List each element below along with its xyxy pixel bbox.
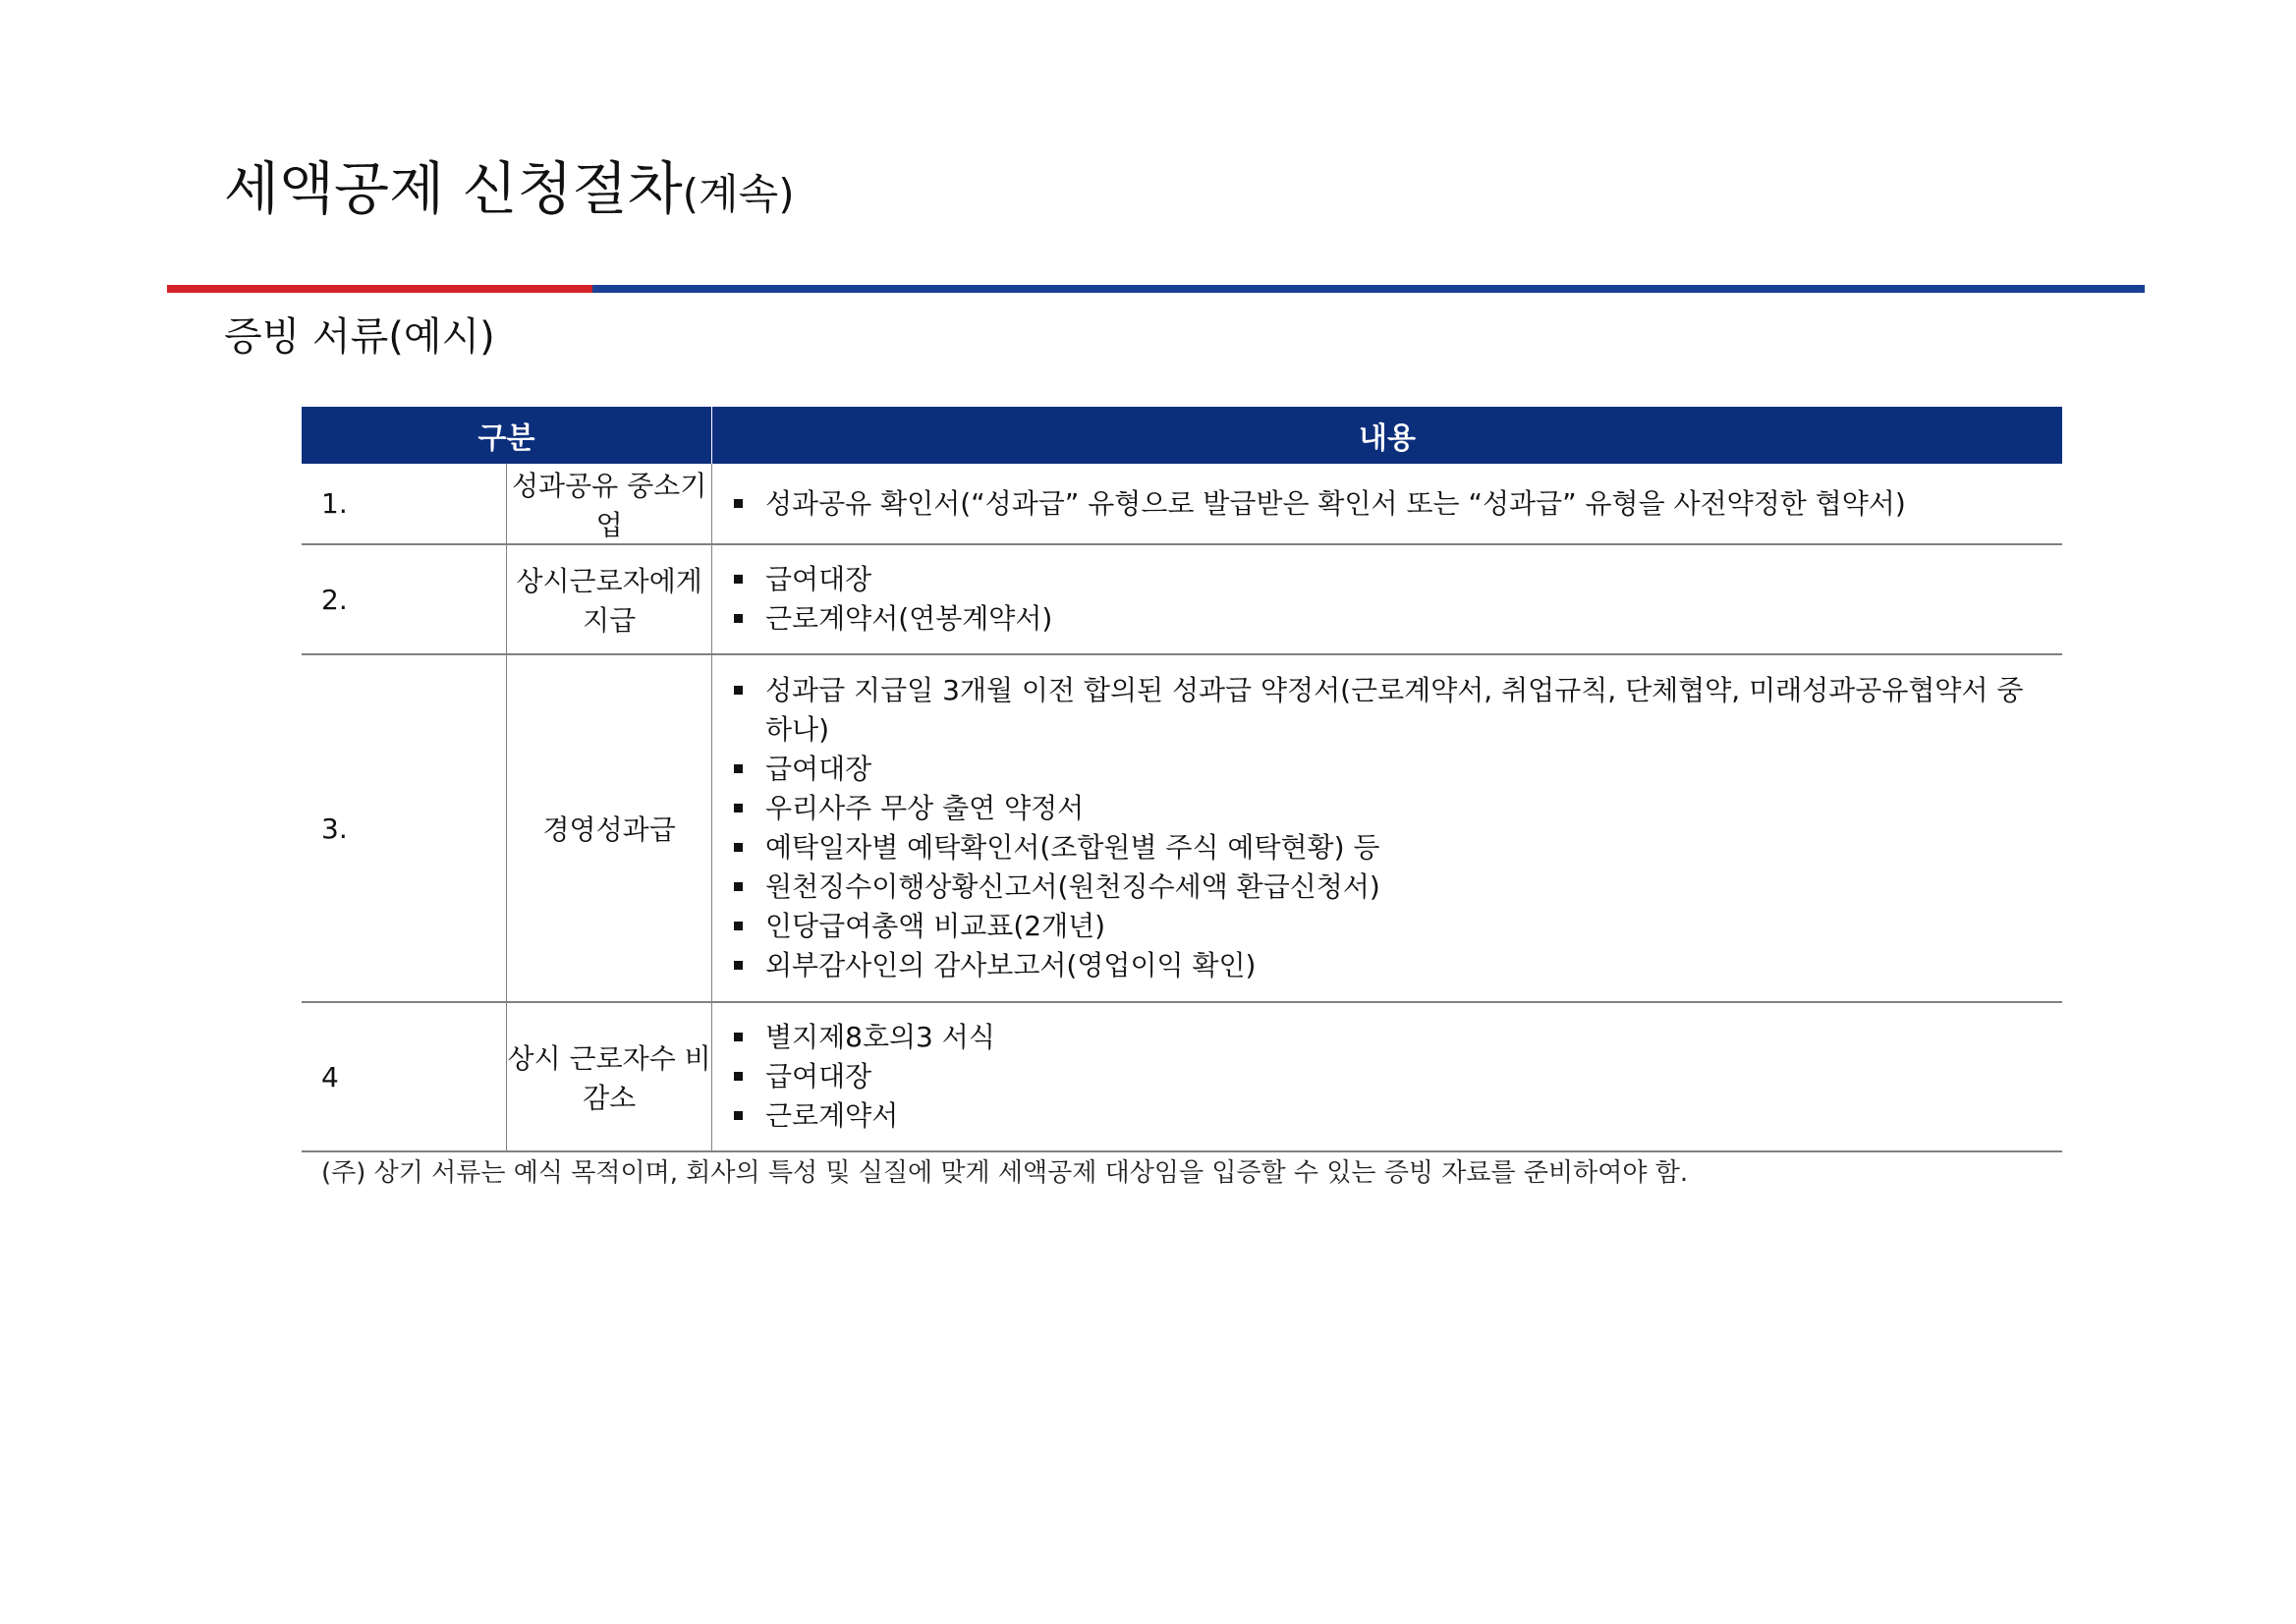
- square-bullet-icon: [734, 575, 743, 584]
- list-item-text: 우리사주 무상 출연 약정서: [765, 792, 1085, 824]
- row-contents: [712, 654, 2063, 1002]
- row-contents: [712, 544, 2063, 654]
- row-number: 3.: [302, 654, 507, 1002]
- list-item: [730, 671, 2043, 750]
- row-category: 경영성과급: [507, 654, 712, 1002]
- row-number: 2.: [302, 544, 507, 654]
- list-item: [730, 789, 2043, 828]
- footnote: (주) 상기 서류는 예식 목적이며, 회사의 특성 및 실질에 맞게 세액공제 대상임을 입증할 수 있는 증빙 자료를 준비하여야 함.: [321, 1158, 1689, 1188]
- list-item: [730, 1096, 2043, 1136]
- row-number: 4: [302, 1002, 507, 1151]
- square-bullet-icon: [734, 1033, 743, 1041]
- square-bullet-icon: [734, 1072, 743, 1081]
- list-item: [730, 1018, 2043, 1057]
- list-item-text: 별지제8호의3 서식: [765, 1021, 995, 1053]
- row-number: 1.: [302, 464, 507, 544]
- list-item: [730, 560, 2043, 599]
- list-item-text: 근로계약서(연봉계약서): [765, 602, 1053, 635]
- document-list: [730, 671, 2043, 985]
- title-divider: [167, 285, 2145, 293]
- row-contents: [712, 1002, 2063, 1151]
- list-item: [730, 868, 2043, 907]
- list-item-text: 외부감사인의 감사보고서(영업이익 확인): [765, 949, 1257, 981]
- divider-red-segment: [167, 285, 592, 293]
- list-item-text: 성과급 지급일 3개월 이전 합의된 성과급 약정서(근로계약서, 취업규칙, 단체협약, 미래성과공유협약서 중 하나): [765, 674, 2024, 746]
- table-row: [302, 544, 2062, 654]
- row-category: 상시근로자에게 지급: [507, 544, 712, 654]
- list-item-text: 급여대장: [765, 563, 872, 595]
- divider-blue-segment: [592, 285, 2145, 293]
- row-contents: [712, 464, 2063, 544]
- document-list: [730, 1018, 2043, 1136]
- list-item: [730, 599, 2043, 639]
- document-list: [730, 560, 2043, 639]
- header-row: [302, 407, 2062, 464]
- table-header: [302, 407, 2062, 464]
- list-item-text: 급여대장: [765, 1060, 872, 1092]
- table-row: [302, 1002, 2062, 1151]
- square-bullet-icon: [734, 882, 743, 891]
- square-bullet-icon: [734, 614, 743, 623]
- evidence-table-container: [302, 407, 2062, 1152]
- square-bullet-icon: [734, 843, 743, 852]
- list-item-text: 근로계약서: [765, 1099, 899, 1132]
- list-item: [730, 828, 2043, 868]
- row-category: 상시 근로자수 비감소: [507, 1002, 712, 1151]
- list-item: [730, 946, 2043, 985]
- list-item: [730, 1057, 2043, 1096]
- square-bullet-icon: [734, 1111, 743, 1120]
- table-row: [302, 464, 2062, 544]
- table-body: [302, 464, 2062, 1151]
- square-bullet-icon: [734, 499, 743, 508]
- list-item: [730, 484, 2043, 524]
- square-bullet-icon: [734, 804, 743, 812]
- square-bullet-icon: [734, 686, 743, 695]
- section-subtitle: 증빙 서류(예시): [224, 314, 495, 360]
- table-row: [302, 654, 2062, 1002]
- list-item-text: 원천징수이행상황신고서(원천징수세액 환급신청서): [765, 870, 1380, 903]
- row-category: 성과공유 중소기업: [507, 464, 712, 544]
- header-category: 구분: [302, 407, 712, 464]
- square-bullet-icon: [734, 961, 743, 970]
- list-item-text: 성과공유 확인서(“성과급” 유형으로 발급받은 확인서 또는 “성과급” 유형을 사전약정한 협약서): [765, 486, 1906, 520]
- header-content: 내용: [712, 407, 2063, 464]
- square-bullet-icon: [734, 922, 743, 930]
- list-item: [730, 907, 2043, 946]
- list-item-text: 인당급여총액 비교표(2개년): [765, 910, 1106, 942]
- page-title: [224, 149, 795, 234]
- evidence-table: [302, 407, 2062, 1152]
- square-bullet-icon: [734, 764, 743, 773]
- list-item-text: 급여대장: [765, 753, 872, 785]
- list-item: [730, 750, 2043, 789]
- list-item-text: 예탁일자별 예탁확인서(조합원별 주식 예탁현황) 등: [765, 831, 1380, 864]
- document-list: [730, 484, 2043, 524]
- page-title-main: 세액공제 신청절차: [224, 155, 683, 222]
- page-title-suffix: (계속): [682, 170, 795, 218]
